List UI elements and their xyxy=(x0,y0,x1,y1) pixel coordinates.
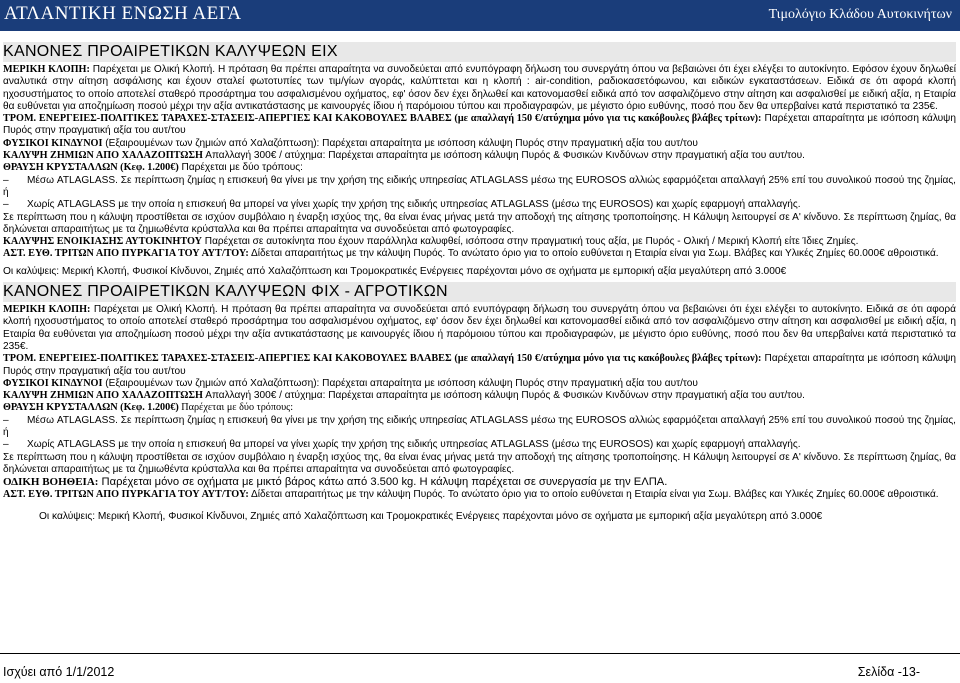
section2-partial-theft-label: ΜΕΡΙΚΗ ΚΛΟΠΗ: xyxy=(3,304,91,316)
section1-natural-hazards xyxy=(3,138,956,150)
footer-page-number: Σελίδα -13- xyxy=(857,665,920,679)
section2-glass-note: Σε περίπτωση που η κάλυψη προστίθεται σε ισχύον συμβόλαιο η έναρξη ισχύος της, θα είναι ένας μήνας μετά την αποδοχή της αίτησης τροποποίησης. Η Κάλυψη λειτουργεί σε Α' κίνδυνο. Σε περίπτωση ζημίας, θα δηλώνεται απαραιτήτως με τα ζημιωθέντα κρύσταλλα και θα πρέπει απαραίτητα να συνοδεύεται από φωτογραφίες. xyxy=(3,451,956,475)
section2-natural-label: ΦΥΣΙΚΟΙ ΚΙΝΔΥΝΟΙ xyxy=(3,377,103,389)
page-header xyxy=(0,0,960,31)
section1-glass-text: Παρέχεται με δύο τρόπους: xyxy=(178,162,303,174)
section1-glass-option1 xyxy=(3,175,956,200)
document-body xyxy=(3,36,956,523)
section2-glass-option2 xyxy=(3,439,956,451)
section1-glass-option2-text: Χωρίς ATLAGLASS με την οποία η επισκευή θα μπορεί να γίνει χωρίς την χρήση της ειδικής υπηρεσίας ATLAGLASS (μέσω της EUROSOS) και χωρίς εφαρμογή απαλλαγής. xyxy=(27,199,801,211)
section2-natural-text: (Εξαιρουμένων των ζημιών από Χαλαζόπτωση): Παρέχεται απαραίτητα με ισόποση κάλυψη Πυρός στην πραγματική αξία του αυτ/του xyxy=(102,377,698,389)
section2-glass-text: Παρέχεται με δύο τρόπους: xyxy=(178,402,294,414)
section2-terror-text: Παρέχεται απαραίτητα με ισόποση κάλυψη Πυρός στην πραγματική αξία του αυτ/του xyxy=(3,353,956,377)
footer-validity: Ισχύει από 1/1/2012 xyxy=(3,665,115,679)
section2-summary: Οι καλύψεις: Μερική Κλοπή, Φυσικοί Κίνδυνοι, Ζημιές από Χαλαζόπτωση και Τρομοκρατικές Ενέργειες παρέχονται μόνο σε οχήματα με εμπορική αξία μεγαλύτερη από 3.000€ xyxy=(39,510,823,522)
page-footer xyxy=(0,653,960,683)
section2-fire-label: ΑΣΤ. ΕΥΘ. ΤΡΙΤΩΝ ΑΠΟ ΠΥΡΚΑΓΙΑ ΤΟΥ ΑΥΤ/ΤΟΥ: xyxy=(3,488,249,500)
bullet-dash: – xyxy=(3,174,9,186)
section2-glass-option1 xyxy=(3,415,956,440)
section1-rental-text: Παρέχεται σε αυτοκίνητα που έχουν παράλληλα καλυφθεί, ισόποσα στην πραγματική τους αξία, με Πυρός - Ολική / Μερική Κλοπή είτε Ίδιες Ζημίες. xyxy=(201,236,859,248)
section2-glass-label: ΘΡΑΥΣΗ ΚΡΥΣΤΑΛΛΩΝ (Κεφ. 1.200€) xyxy=(3,402,179,414)
section2-natural-hazards xyxy=(3,378,956,390)
header-company-name: ΑΤΛΑΝΤΙΚΗ ΕΝΩΣΗ ΑΕΓΑ xyxy=(4,3,242,24)
section1-rental-label: ΚΑΛΥΨΗΣ ΕΝΟΙΚΙΑΣΗΣ ΑΥΤΟΚΙΝΗΤΟΥ xyxy=(3,236,202,248)
section1-title: ΚΑΝΟΝΕΣ ΠΡΟΑΙΡΕΤΙΚΩΝ ΚΑΛΥΨΕΩΝ ΕΙΧ xyxy=(3,42,956,62)
section1-glass-label: ΘΡΑΥΣΗ ΚΡΥΣΤΑΛΛΩΝ (Κεφ. 1.200€) xyxy=(3,162,179,174)
section2-fire-text: Δίδεται απαραιτήτως με την κάλυψη Πυρός. Το ανώτατο όριο για το οποίο ευθύνεται η Εταιρία είναι για Σωμ. Βλάβες και Υλικές Ζημίες 60.000€ αθροιστικά. xyxy=(248,488,939,500)
section1-natural-text: (Εξαιρουμένων των ζημιών από Χαλαζόπτωση): Παρέχεται απαραίτητα με ισόποση κάλυψη Πυρός στην πραγματική αξία του αυτ/του xyxy=(102,137,698,149)
section1-partial-theft xyxy=(3,64,956,113)
section1-terror-label: ΤΡΟΜ. ΕΝΕΡΓΕΙΕΣ-ΠΟΛΙΤΙΚΕΣ ΤΑΡΑΧΕΣ-ΣΤΑΣΕΙΣ-ΑΠΕΡΓΙΕΣ ΚΑΙ ΚΑΚΟΒΟΥΛΕΣ ΒΛΑΒΕΣ (με απαλλαγή 150 €/ατύχημα μόνο για τις κακόβουλες βλάβες τρίτων): xyxy=(3,113,762,125)
section1-rental xyxy=(3,236,956,248)
section2-hail-label: ΚΑΛΥΨΗ ΖΗΜΙΩΝ ΑΠΟ ΧΑΛΑΖΟΠΤΩΣΗ xyxy=(3,390,203,402)
section1-hail-text: Απαλλαγή 300€ / ατύχημα: Παρέχεται απαραίτητα με ισόποση κάλυψη Πυρός & Φυσικών Κινδύνων στην πραγματική αξία του αυτ/του. xyxy=(202,150,805,162)
header-document-title: Τιμολόγιο Κλάδου Αυτοκινήτων xyxy=(768,7,952,22)
section2-hail xyxy=(3,390,956,402)
section2-hail-text: Απαλλαγή 300€ / ατύχημα: Παρέχεται απαραίτητα με ισόποση κάλυψη Πυρός & Φυσικών Κινδύνων στην πραγματική αξία του αυτ/του. xyxy=(202,390,805,402)
section1-natural-label: ΦΥΣΙΚΟΙ ΚΙΝΔΥΝΟΙ xyxy=(3,137,103,149)
section2-glass-option1-text: Μέσω ATLAGLASS. Σε περίπτωση ζημίας η επισκευή θα γίνει με την χρήση της ειδικής υπηρεσίας ATLAGLASS μέσω της EUROSOS αλλιώς εφαρμόζεται απαλλαγή 25% επί του συνολικού ποσού της ζημίας, ή xyxy=(3,414,956,439)
section2-glass-option2-text: Χωρίς ATLAGLASS με την οποία η επισκευή θα μπορεί να γίνει χωρίς την χρήση της ειδικής υπηρεσίας ATLAGLASS (μέσω της EUROSOS) και χωρίς εφαρμογή απαλλαγής. xyxy=(27,439,801,451)
section2-terror-label: ΤΡΟΜ. ΕΝΕΡΓΕΙΕΣ-ΠΟΛΙΤΙΚΕΣ ΤΑΡΑΧΕΣ-ΣΤΑΣΕΙΣ-ΑΠΕΡΓΙΕΣ ΚΑΙ ΚΑΚΟΒΟΥΛΕΣ ΒΛΑΒΕΣ (με απαλλαγή 150 €/ατύχημα μόνο για τις κακόβουλες βλάβες τρίτων): xyxy=(3,353,762,365)
section2-road-text: Παρέχεται μόνο σε οχήματα με μικτό βάρος κάτω από 3.500 kg. Η κάλυψη παρέχεται σε συνεργασία με την ΕΛΠΑ. xyxy=(98,476,668,489)
section2-road-label: ΟΔΙΚΗ ΒΟΗΘΕΙΑ: xyxy=(3,476,99,489)
section1-glass-option1-text: Μέσω ATLAGLASS. Σε περίπτωση ζημίας η επισκευή θα γίνει με την χρήση της ειδικής υπηρεσίας ATLAGLASS μέσω της EUROSOS αλλιώς εφαρμόζεται απαλλαγή 25% επί του συνολικού ποσού της ζημίας, ή xyxy=(3,174,956,198)
bullet-dash: – xyxy=(3,439,9,451)
section1-fire-text: Δίδεται απαραιτήτως με την κάλυψη Πυρός. Το ανώτατο όριο για το οποίο ευθύνεται η Εταιρία είναι για Σωμ. Βλάβες και Υλικές Ζημίες 60.000€ αθροιστικά. xyxy=(248,248,939,260)
section2-glass xyxy=(3,402,956,414)
section1-glass-option2 xyxy=(3,199,956,211)
section1-glass xyxy=(3,162,956,174)
section1-hail xyxy=(3,150,956,162)
section1-terror-text: Παρέχεται απαραίτητα με ισόποση κάλυψη Πυρός στην πραγματική αξία του αυτ/του xyxy=(3,113,956,137)
section2-terror xyxy=(3,353,956,378)
section1-glass-note: Σε περίπτωση που η κάλυψη προστίθεται σε ισχύον συμβόλαιο η έναρξη ισχύος της, θα είναι ένας μήνας μετά την αποδοχή της αίτησης τροποποίησης. Η Κάλυψη λειτουργεί σε Α' κίνδυνο. Σε περίπτωση ζημίας, θα δηλώνεται απαραιτήτως με τα ζημιωθέντα κρύσταλλα και θα πρέπει απαραίτητα να συνοδεύεται από φωτογραφίες. xyxy=(3,211,956,235)
section1-terror xyxy=(3,113,956,138)
bullet-dash: – xyxy=(3,414,9,426)
section1-summary: Οι καλύψεις: Μερική Κλοπή, Φυσικοί Κίνδυνοι, Ζημιές από Χαλαζόπτωση και Τρομοκρατικές Ενέργειες παρέχονται μόνο σε οχήματα με εμπορική αξία μεγαλύτερη από 3.000€ xyxy=(3,265,787,277)
section2-road-assistance xyxy=(3,476,956,488)
section2-partial-theft-text: Παρέχεται με Ολική Κλοπή. Η πρόταση θα πρέπει απαραίτητα να συνοδεύεται από ενυπόγραφη δήλωση του συνεργάτη όπου να βεβαιώνει ότι έχει ελέγξει το αυτοκίνητο. Ειδικά σε ότι αφορά κλοπή ηχοσυστήματος το οποίο αποτελεί σταθερό προσάρτημα του ασφαλισμένου οχήματος, εφ' όσον δεν έχει δηλωθεί και κατονομασθεί ειδικά από τον ασφαλιζόμενο στην αίτηση και ασφαλισθεί με ειδική αξία, η Εταιρία θα ευθύνεται για αποζημίωση ποσού μέχρι την αξία αντικατάστασης με καινουργές ίδιου ή παρόμοιου τύπου και προδιαγραφών, με μέγιστο όριο ευθύνης, ποσό που δεν θα υπερβαίνει κατά περιστατικό τα 235€. xyxy=(3,304,956,352)
section2-fire-liability xyxy=(3,489,956,501)
section1-hail-label: ΚΑΛΥΨΗ ΖΗΜΙΩΝ ΑΠΟ ΧΑΛΑΖΟΠΤΩΣΗ xyxy=(3,150,203,162)
section1-partial-theft-label: ΜΕΡΙΚΗ ΚΛΟΠΗ: xyxy=(3,64,90,75)
section1-fire-liability xyxy=(3,248,956,260)
section1-partial-theft-text: Παρέχεται με Ολική Κλοπή. Η πρόταση θα πρέπει απαραίτητα να συνοδεύεται από ενυπόγραφη δήλωση του συνεργάτη όπου να βεβαιώνει ότι έχει ελέγξει το αυτοκίνητο. Εφόσον έχουν δηλωθεί αναλυτικά στην αίτηση ασφάλισης και έχουν σταλεί φωτοτυπίες των τιμ/γίων αγοράς, καλύπτεται και η κλοπή : air-condition, ραδιοκασετόφωνου, και ειδικών εγκαταστάσεων. Ειδικά σε ότι αφορά κλοπή ηχοσυστήματος το οποίο αποτελεί σταθερό προσάρτημα του ασφαλισμένου οχήματος, εφ' όσον δεν έχει δηλωθεί και κατονομασθεί ειδικά από τον ασφαλιζόμενο στην αίτηση και ασφαλισθεί με ειδική αξία, η Εταιρία θα ευθύνεται για αποζημίωση ποσού μέχρι την αξία αντικατάστασης με καινουργές ίδιου ή παρόμοιου τύπου και προδιαγραφών, με μέγιστο όριο ευθύνης, ποσό που δεν θα υπερβαίνει κατά περιστατικό τα 235€. xyxy=(3,64,956,112)
section1-fire-label: ΑΣΤ. ΕΥΘ. ΤΡΙΤΩΝ ΑΠΟ ΠΥΡΚΑΓΙΑ ΤΟΥ ΑΥΤ/ΤΟΥ: xyxy=(3,248,249,260)
section2-title: ΚΑΝΟΝΕΣ ΠΡΟΑΙΡΕΤΙΚΩΝ ΚΑΛΥΨΕΩΝ ΦΙΧ - ΑΓΡΟΤΙΚΩΝ xyxy=(3,282,956,302)
bullet-dash: – xyxy=(3,199,9,211)
section2-partial-theft xyxy=(3,304,956,353)
